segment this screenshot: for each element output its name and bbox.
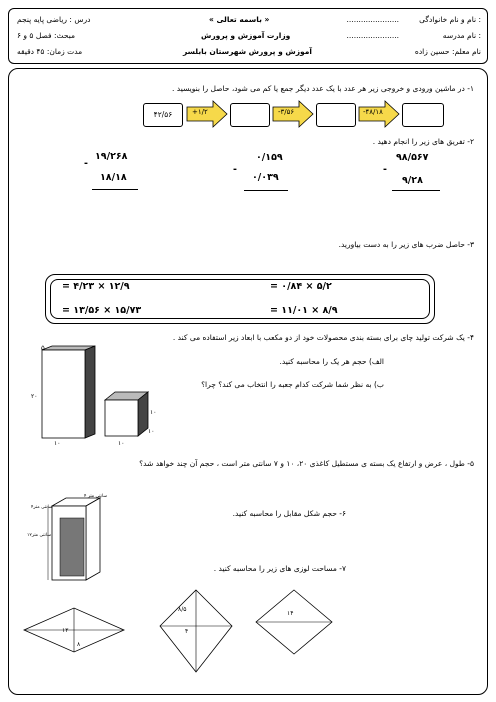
q7-text: ۷- مساحت لوزی های زیر را محاسبه کنید .	[213, 564, 346, 573]
teacher-label: نام معلم: حسین زاده	[414, 47, 481, 56]
name-dots: ......................	[346, 15, 399, 24]
small-box-height: ۱۰	[150, 409, 157, 416]
rhombus3-diag-a: ۱۴	[287, 610, 294, 617]
big-box-base: ۱۰	[54, 440, 61, 447]
cuboid-figures	[28, 344, 168, 448]
small-box-depth: ۱۰	[148, 428, 155, 435]
small-box-base: ۱۰	[118, 440, 125, 447]
mult-3: = ۱۱/۰۱ × ۸/۹	[270, 305, 338, 316]
topic: مبحث: فصل ۵ و ۶	[17, 31, 76, 40]
op2-label: -۳/۵۶	[278, 108, 295, 116]
mult-2: = ۴/۲۳ × ۱۲/۹	[62, 281, 130, 292]
bismillah: « باسمه تعالی »	[209, 15, 270, 24]
sub-a-bottom: ۹/۲۸	[402, 175, 423, 186]
sub-c-top: ۱۹/۲۶۸	[95, 151, 128, 162]
q4-text: ۴- یک شرکت تولید چای برای بسته بندی محصولات خود از دو مکعب با ابعاد زیر استفاده می کند .	[172, 333, 474, 342]
name-label: نام و نام خانوادگی :	[419, 15, 481, 24]
machine-box-2[interactable]	[316, 103, 356, 127]
prism-label-height: ۱۲سانتی متر	[27, 533, 52, 538]
rhombus2-diag-b: ۴	[185, 628, 189, 635]
rhombus1-diag-b: ۸	[77, 641, 81, 648]
prism-label-top: ۴ سانتی متر	[84, 494, 108, 499]
q6-text: ۶- حجم شکل مقابل را محاسبه کنید.	[232, 509, 346, 518]
q4-part-b: ب) به نظر شما شرکت کدام جعبه را انتخاب می کند؟ چرا؟	[201, 380, 384, 389]
lesson: درس : ریاضی پایه پنجم	[17, 15, 91, 24]
q1-text: ۱- در ماشین ورودی و خروجی زیر هر عدد با یک عدد دیگر جمع یا کم می شود، حاصل را بنویسید .	[172, 84, 474, 93]
sub-b-top: ۰/۱۵۹	[256, 152, 283, 163]
sub-c-minus: -	[84, 158, 88, 169]
duration: مدت زمان: ۴۵ دقیقه	[17, 47, 83, 56]
machine-start-box: ۴۲/۵۶	[143, 103, 183, 127]
prism-label-width: ۴سانتی متر	[31, 505, 53, 510]
office: آموزش و پرورش شهرستان بابلسر	[183, 47, 312, 56]
mult-4: = ۱۳/۵۶ × ۱۵/۷۳	[62, 305, 142, 316]
q2-text: ۲- تفریق های زیر را انجام دهید .	[372, 137, 474, 146]
sub-c-bottom: ۱۸/۱۸	[100, 172, 127, 183]
school-label: نام مدرسه :	[442, 31, 481, 40]
sub-a-minus: -	[383, 164, 387, 175]
mult-1: = ۰/۸۴ × ۵/۲	[270, 281, 332, 292]
sub-b-line	[244, 190, 288, 191]
sub-c-line	[92, 189, 138, 190]
op1-label: +۱/۲	[192, 108, 208, 116]
exam-header	[8, 8, 488, 64]
q4-part-a: الف) حجم هر یک را محاسبه کنید.	[279, 357, 384, 366]
sub-a-line	[392, 190, 440, 191]
machine-box-3[interactable]	[402, 103, 444, 127]
sub-a-top: ۹۸/۵۶۷	[396, 152, 429, 163]
sub-b-bottom: ۰/۰۳۹	[252, 172, 279, 183]
op3-label: -۴۸/۱۸	[363, 108, 383, 116]
rhombus1-diag-a: ۱۲	[62, 627, 69, 634]
rhombus-figures	[22, 588, 482, 688]
school-dots: ......................	[346, 31, 399, 40]
q5-text: ۵- طول ، عرض و ارتفاع یک بسته ی مستطیل کاغذی ۲۰، ۱۰ و ۷ سانتی متر است ، حجم آن چند خواهد شد؟	[139, 459, 474, 468]
machine-box-1[interactable]	[230, 103, 270, 127]
rhombus2-diag-a: ۸/۵	[178, 606, 187, 613]
big-box-height: ۲۰	[31, 393, 38, 400]
sub-b-minus: -	[233, 164, 237, 175]
q3-text: ۳- حاصل ضرب های زیر را به دست بیاورید.	[338, 240, 474, 249]
ministry: وزارت آموزش و پرورش	[201, 31, 291, 40]
big-box-depth: ۵	[41, 344, 45, 352]
